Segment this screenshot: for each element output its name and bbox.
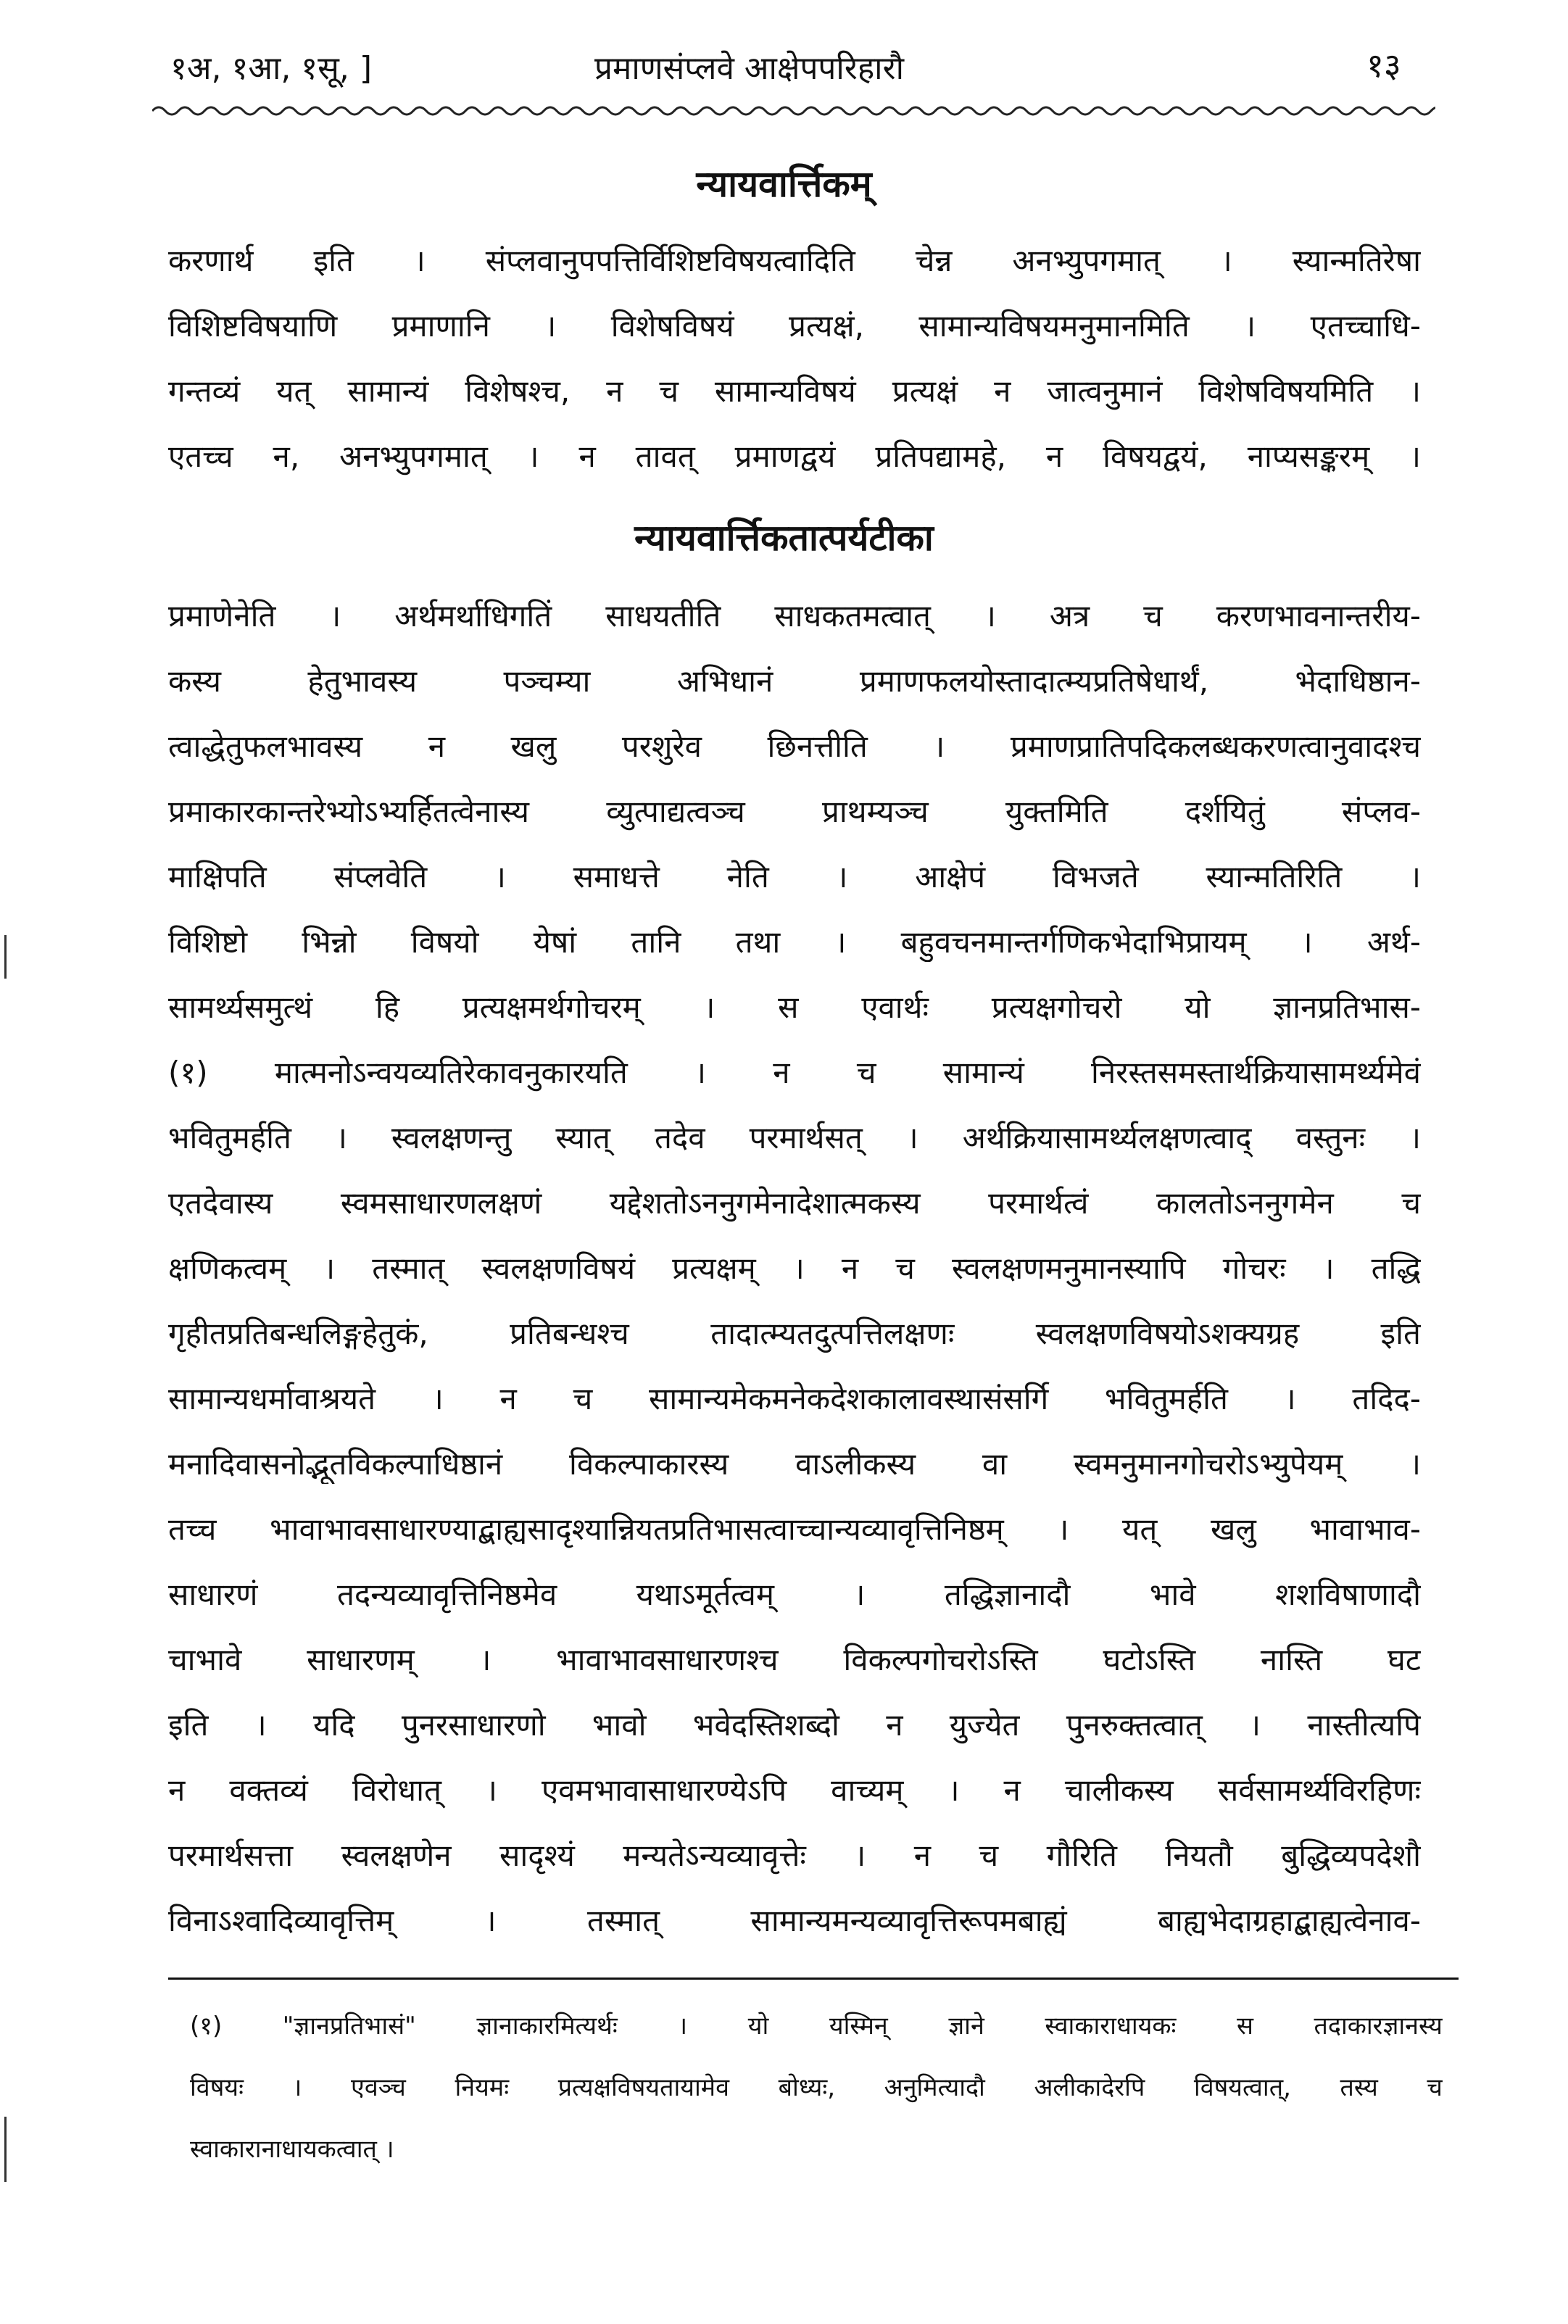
tika-line: इति । यदि पुनरसाधारणो भावो भवेदस्तिशब्दो न युज्येत पुनरुक्तत्वात् । नास्तीत्यपि <box>168 1707 1421 1743</box>
section-title-vartika: न्यायवार्त्तिकम् <box>696 163 872 205</box>
footnote-line: (१) "ज्ञानप्रतिभासं" ज्ञानाकारमित्यर्थः । यो यस्मिन् ज्ञाने स्वाकाराधायकः स तदाकारज्ञानस्य <box>190 2012 1443 2041</box>
tika-line: कस्य हेतुभावस्य पञ्चम्या अभिधानं प्रमाणफलयोस्तादात्म्यप्रतिषेधार्थं, भेदाधिष्ठान- <box>168 663 1421 699</box>
header-wavy-rule <box>152 100 1435 122</box>
tika-line: तच्च भावाभावसाधारण्याद्बाह्यसादृश्यान्नियतप्रतिभासत्वाच्चान्यव्यावृत्तिनिष्ठम् । यत् खलु भावाभाव- <box>168 1511 1421 1547</box>
footnote-rule <box>168 1978 1459 1980</box>
tika-line: प्रमाकारकान्तरेभ्योऽभ्यर्हितत्वेनास्य व्युत्पाद्यत्वञ्च प्राथम्यञ्च युक्तमिति दर्शयितुं संप्लव- <box>168 794 1421 829</box>
tika-line: साधारणं तदन्यव्यावृत्तिनिष्ठमेव यथाऽमूर्तत्वम् । तद्धिज्ञानादौ भावे शशविषाणादौ <box>168 1577 1421 1612</box>
header-section-ref: १अ, १आ, १सू, ] <box>170 50 373 87</box>
tika-line: गृहीतप्रतिबन्धलिङ्गहेतुकं, प्रतिबन्धश्च तादात्म्यतदुत्पत्तिलक्षणः स्वलक्षणविषयोऽशक्यग्रह इति <box>168 1316 1421 1351</box>
tika-line: क्षणिकत्वम् । तस्मात् स्वलक्षणविषयं प्रत्यक्षम् । न च स्वलक्षणमनुमानस्यापि गोचरः । तद्धि <box>168 1250 1421 1286</box>
vartika-line: करणार्थ इति । संप्लवानुपपत्तिर्विशिष्टविषयत्वादिति चेन्न अनभ्युपगमात् । स्यान्मतिरेषा <box>168 243 1421 278</box>
tika-line: (१) मात्मनोऽन्वयव्यतिरेकावनुकारयति । न च सामान्यं निरस्तसमस्तार्थक्रियासामर्थ्यमेवं <box>168 1055 1421 1090</box>
tika-line: विनाऽश्वादिव्यावृत्तिम् । तस्मात् सामान्यमन्यव्यावृत्तिरूपमबाह्यं बाह्यभेदाग्रहाद्बाह्यत्वेनाव- <box>168 1903 1421 1938</box>
vartika-line: एतच्च न, अनभ्युपगमात् । न तावत् प्रमाणद्वयं प्रतिपद्यामहे, न विषयद्वयं, नाप्यसङ्करम् । <box>168 439 1421 474</box>
tika-line: परमार्थसत्ता स्वलक्षणेन सादृश्यं मन्यतेऽन्यव्यावृत्तेः । न च गौरिति नियतौ बुद्धिव्यपदेशौ <box>168 1838 1421 1873</box>
margin-scan-mark <box>4 935 7 979</box>
footnote-line: विषयः । एवञ्च नियमः प्रत्यक्षविषयतायामेव बोध्यः, अनुमित्यादौ अलीकादेरपि विषयत्वात्, तस्य च <box>190 2073 1443 2102</box>
page-number: १३ <box>1366 46 1401 85</box>
running-title: प्रमाणसंप्लवे आक्षेपपरिहारौ <box>594 50 904 87</box>
footnote-line: स्वाकारानाधायकत्वात् । <box>190 2135 394 2164</box>
tika-line: सामर्थ्यसमुत्थं हि प्रत्यक्षमर्थगोचरम् । स एवार्थः प्रत्यक्षगोचरो यो ज्ञानप्रतिभास- <box>168 989 1421 1025</box>
tika-line: त्वाद्धेतुफलभावस्य न खलु परशुरेव छिनत्तीति । प्रमाणप्रातिपदिकलब्धकरणत्वानुवादश्च <box>168 729 1421 764</box>
vartika-line: विशिष्टविषयाणि प्रमाणानि । विशेषविषयं प्रत्यक्षं, सामान्यविषयमनुमानमिति । एतच्चाधि- <box>168 308 1421 344</box>
tika-line: प्रमाणेनेति । अर्थमर्थाधिगतिं साधयतीति साधकतमत्वात् । अत्र च करणभावनान्तरीय- <box>168 598 1421 634</box>
tika-line: चाभावे साधारणम् । भावाभावसाधारणश्च विकल्पगोचरोऽस्ति घटोऽस्ति नास्ति घट <box>168 1642 1421 1677</box>
section-title-tika: न्यायवार्त्तिकतात्पर्यटीका <box>634 517 934 559</box>
tika-line: विशिष्टो भिन्नो विषयो येषां तानि तथा । बहुवचनमान्तर्गणिकभेदाभिप्रायम् । अर्थ- <box>168 924 1421 960</box>
tika-line: मनादिवासनोद्भूतविकल्पाधिष्ठानं विकल्पाकारस्य वाऽलीकस्य वा स्वमनुमानगोचरोऽभ्युपेयम् । <box>168 1446 1421 1482</box>
tika-line: भवितुमर्हति । स्वलक्षणन्तु स्यात् तदेव परमार्थसत् । अर्थक्रियासामर्थ्यलक्षणत्वाद् वस्तुनः । <box>168 1120 1421 1155</box>
tika-line: एतदेवास्य स्वमसाधारणलक्षणं यद्देशतोऽननुगमेनादेशात्मकस्य परमार्थत्वं कालतोऽननुगमेन च <box>168 1185 1421 1221</box>
tika-line: सामान्यधर्मावाश्रयते । न च सामान्यमेकमनेकदेशकालावस्थासंसर्गि भवितुमर्हति । तदिद- <box>168 1381 1421 1416</box>
tika-line: न वक्तव्यं विरोधात् । एवमभावासाधारण्येऽपि वाच्यम् । न चालीकस्य सर्वसामर्थ्यविरहिणः <box>168 1772 1421 1808</box>
tika-line: माक्षिपति संप्लवेति । समाधत्ते नेति । आक्षेपं विभजते स्यान्मतिरिति । <box>168 859 1421 895</box>
margin-scan-mark <box>4 2117 7 2182</box>
vartika-line: गन्तव्यं यत् सामान्यं विशेषश्च, न च सामान्यविषयं प्रत्यक्षं न जात्वनुमानं विशेषविषयमिति । <box>168 373 1421 409</box>
